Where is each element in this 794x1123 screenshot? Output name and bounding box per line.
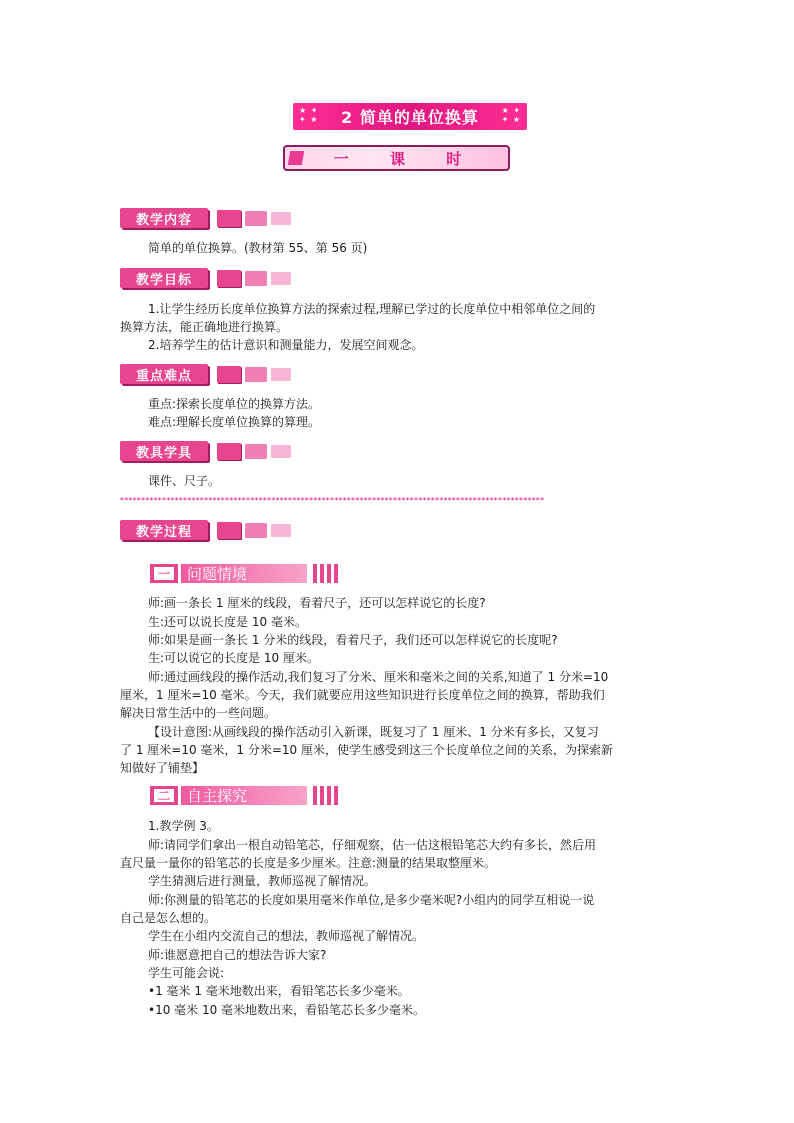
goal-line: 换算方法，能正确地进行换算。 [120, 320, 289, 334]
dialog-line: 师:通过画线段的操作活动,我们复习了分米、厘米和毫米之间的关系,知道了 1 分米=10 [148, 670, 609, 684]
design-note-line: 【设计意图:从画线段的操作活动引入新课，既复习了 1 厘米、1 分米有多长，又复习 [148, 725, 599, 739]
example-line: 学生猜测后进行测量，教师巡视了解情况。 [148, 874, 377, 888]
dialog-line: 厘米，1 厘米=10 毫米。今天，我们就要应用这些知识进行长度单位之间的换算，帮助我们 [120, 688, 605, 702]
star-decoration-icon: ★ ✦ ✦ ★ [299, 106, 319, 124]
square-icon [271, 524, 291, 537]
section-label: 教学目标 [120, 268, 208, 288]
example-line: 学生在小组内交流自己的想法，教师巡视了解情况。 [148, 929, 425, 943]
section-label: 教学内容 [120, 208, 208, 228]
subsection-number: 二 [150, 786, 178, 805]
page-title: 2 简单的单位换算 [341, 108, 479, 127]
content-text: 简单的单位换算。(教材第 55、第 56 页) [148, 241, 368, 255]
parallelogram-icon [288, 151, 304, 165]
dialog-line: 解决日常生活中的一些问题。 [120, 706, 277, 720]
section-header-tools [120, 441, 291, 461]
section-header-keypoints [120, 364, 291, 384]
star-divider: ***************************************************************************************************** [120, 496, 545, 505]
stripes-icon [310, 786, 338, 805]
dialog-line: 师:画一条长 1 厘米的线段，看着尺子，还可以怎样说它的长度? [148, 596, 486, 610]
example-line: 师:请同学们拿出一根自动铅笔芯，仔细观察，估一估这根铅笔芯大约有多长，然后用 [148, 838, 597, 852]
subsection-header-2 [150, 784, 338, 806]
square-icon [271, 445, 291, 458]
square-icon [217, 443, 241, 460]
subsection-title: 问题情境 [181, 564, 307, 583]
example-line: 自己是怎么想的。 [120, 911, 217, 925]
goal-line: 1.让学生经历长度单位换算方法的探索过程,理解已学过的长度单位中相邻单位之间的 [148, 302, 596, 316]
title-banner [293, 103, 527, 130]
lesson-bar [283, 145, 510, 171]
bullet-line: •1 毫米 1 毫米地数出来，看铅笔芯长多少毫米。 [148, 984, 410, 998]
section-label: 重点难点 [120, 364, 208, 384]
square-icon [271, 212, 291, 225]
section-header-content [120, 208, 291, 228]
subsection-title: 自主探究 [181, 786, 307, 805]
star-decoration-icon: ★ ✦ ✦ ★ [501, 106, 521, 124]
example-line: 师:谁愿意把自己的想法告诉大家? [148, 948, 327, 962]
dialog-line: 生:还可以说长度是 10 毫米。 [148, 615, 307, 629]
dialog-line: 生:可以说它的长度是 10 厘米。 [148, 651, 319, 665]
square-icon [217, 522, 241, 539]
square-icon [245, 367, 267, 382]
keypoint-line: 重点:探索长度单位的换算方法。 [148, 397, 321, 411]
bullet-line: •10 毫米 10 毫米地数出来，看铅笔芯长多少毫米。 [148, 1003, 426, 1017]
square-icon [217, 270, 241, 287]
subsection-header-1 [150, 562, 338, 584]
square-icon [245, 271, 267, 286]
goal-line: 2.培养学生的估计意识和测量能力，发展空间观念。 [148, 338, 424, 352]
square-icon [217, 210, 241, 227]
section-label: 教学过程 [120, 520, 208, 540]
example-line: 学生可能会说: [148, 966, 225, 980]
section-label: 教具学具 [120, 441, 208, 461]
keypoint-line: 难点:理解长度单位换算的算理。 [148, 415, 321, 429]
design-note-line: 知做好了铺垫】 [120, 761, 205, 775]
square-icon [245, 211, 267, 226]
square-icon [245, 444, 267, 459]
subsection-number: 一 [150, 564, 178, 583]
section-header-process [120, 520, 291, 540]
square-icon [245, 523, 267, 538]
design-note-line: 了 1 厘米=10 毫米，1 分米=10 厘米，使学生感受到这三个长度单位之间的关系，为探索新 [120, 743, 613, 757]
tools-text: 课件、尺子。 [148, 474, 221, 488]
dialog-line: 师:如果是画一条长 1 分米的线段，看着尺子，我们还可以怎样说它的长度呢? [148, 633, 558, 647]
example-line: 直尺量一量你的铅笔芯的长度是多少厘米。注意:测量的结果取整厘米。 [120, 856, 497, 870]
stripes-icon [310, 564, 338, 583]
example-line: 1.教学例 3。 [148, 819, 219, 833]
square-icon [271, 272, 291, 285]
lesson-label: 一 课 时 [333, 149, 480, 168]
example-line: 师:你测量的铅笔芯的长度如果用毫米作单位,是多少毫米呢?小组内的同学互相说一说 [148, 893, 595, 907]
square-icon [217, 366, 241, 383]
section-header-goals [120, 268, 291, 288]
square-icon [271, 368, 291, 381]
